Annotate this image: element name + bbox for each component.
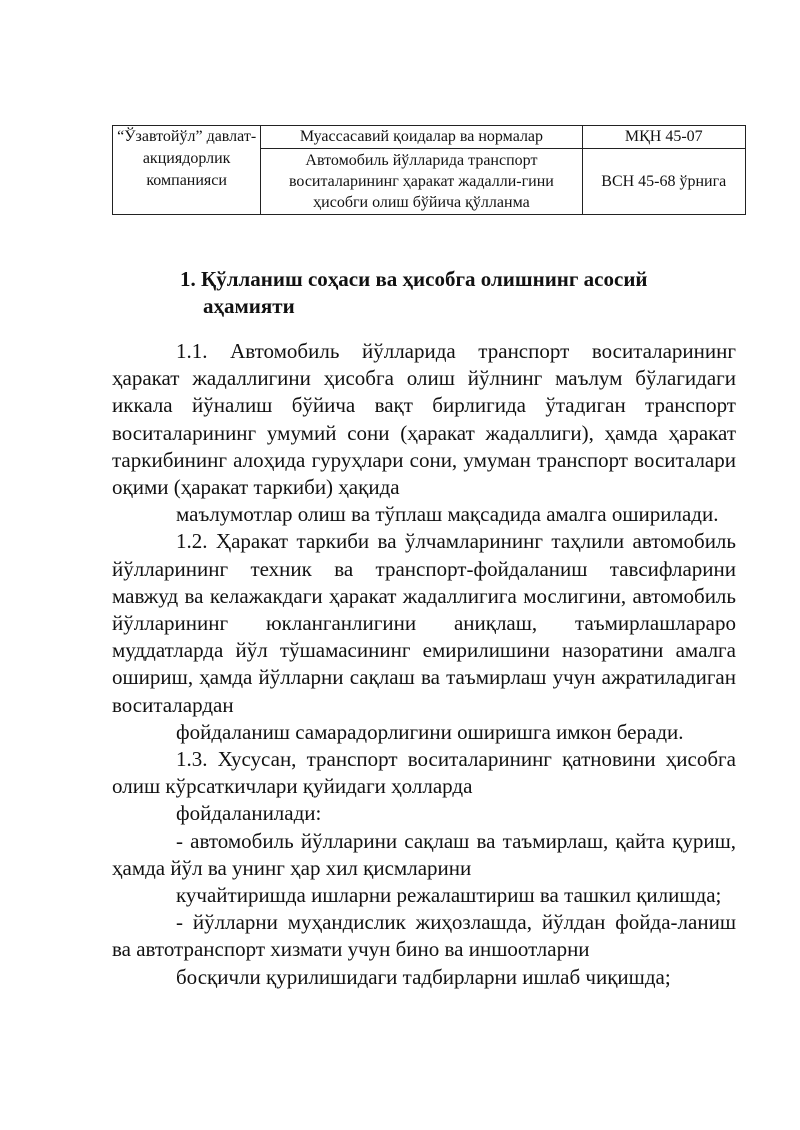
category-cell [261,126,582,149]
section-title-line-1: 1. Қўлланиш соҳаси ва ҳисобга олишнинг асосий [180,267,648,291]
section-heading [180,266,740,320]
body-text [112,338,736,991]
code-text: МҚН 45-07 [624,128,703,145]
header-table [112,125,746,215]
paragraph-last-line: фойдаланилади: [176,801,322,826]
paragraph-last-line: фойдаланиш самарадорлигини оширишга имкон беради. [176,719,684,744]
paragraph-text: 1.3. Хусусан, транспорт воситаларининг қатновини ҳисобга олиш кўрсаткичлари қуйидаги ҳолларда [112,747,736,799]
replaces-cell [582,149,745,215]
header-row-1 [113,126,746,149]
category-text: Муассасавий қоидалар ва нормалар [299,128,544,145]
paragraph-text: 1.2. Ҳаракат таркиби ва ўлчамларининг таҳлили автомобиль йўлларининг техник ва транспорт-фойдаланиш тавсифларини мавжуд ва келажакдаги ҳаракат жадаллигига мослигини, автомобиль йўлларининг юкланганлигини аниқлаш, таъмирлашлараро муддатларда йўл тўшамасининг емирилишини назоратини амалга ошириш, ҳамда йўлларни сақлаш ва таъмирлаш учун ажратиладиган воситалардан [112,529,736,717]
doc-title-cell [261,149,582,215]
list-item-last-line: кучайтиришда ишларни режалаштириш ва ташкил қилишда; [176,883,722,908]
doc-title: Автомобиль йўлларида транспорт воситаларининг ҳаракат жадалли-гини ҳисобги олиш бўйича қўлланма [288,152,554,211]
list-item-text: - йўлларни муҳандислик жиҳозлашда, йўлдан фойда-ланиш ва автотранспорт хизмати учун бино ва иншоотларни [112,910,736,962]
paragraph-1-3 [112,746,736,828]
paragraph-1-2 [112,528,736,746]
list-item-text: - автомобиль йўлларини сақлаш ва таъмирлаш, қайта қуриш, ҳамда йўл ва унинг ҳар хил қисмларини [112,828,736,880]
section-title-line-2: аҳамияти [203,294,295,318]
replaces-text: ВСН 45-68 ўрнига [601,172,727,190]
list-item [112,909,736,991]
list-item-last-line: босқичли қурилишидаги тадбирларни ишлаб чиқишда; [176,964,671,989]
code-cell [582,126,745,149]
org-name: “Ўзавтойўл” давлат-акциядорлик компанияси [117,128,257,189]
list-item [112,828,736,910]
paragraph-1-1 [112,338,736,528]
paragraph-last-line: маълумотлар олиш ва тўплаш мақсадида амалга оширилади. [176,502,719,527]
paragraph-text: 1.1. Автомобиль йўлларида транспорт воситаларининг ҳаракат жадаллигини ҳисобга олиш йўлнинг маълум бўлагидаги иккала йўналиш бўйича вақт бирлигида ўтадиган транспорт воситаларининг умумий сони (ҳаракат жадаллиги), ҳамда ҳаракат таркибининг алоҳида гуруҳлари сони, умуман транспорт воситалари оқими (ҳаракат таркиби) ҳақида [112,339,736,500]
org-cell [113,126,261,215]
